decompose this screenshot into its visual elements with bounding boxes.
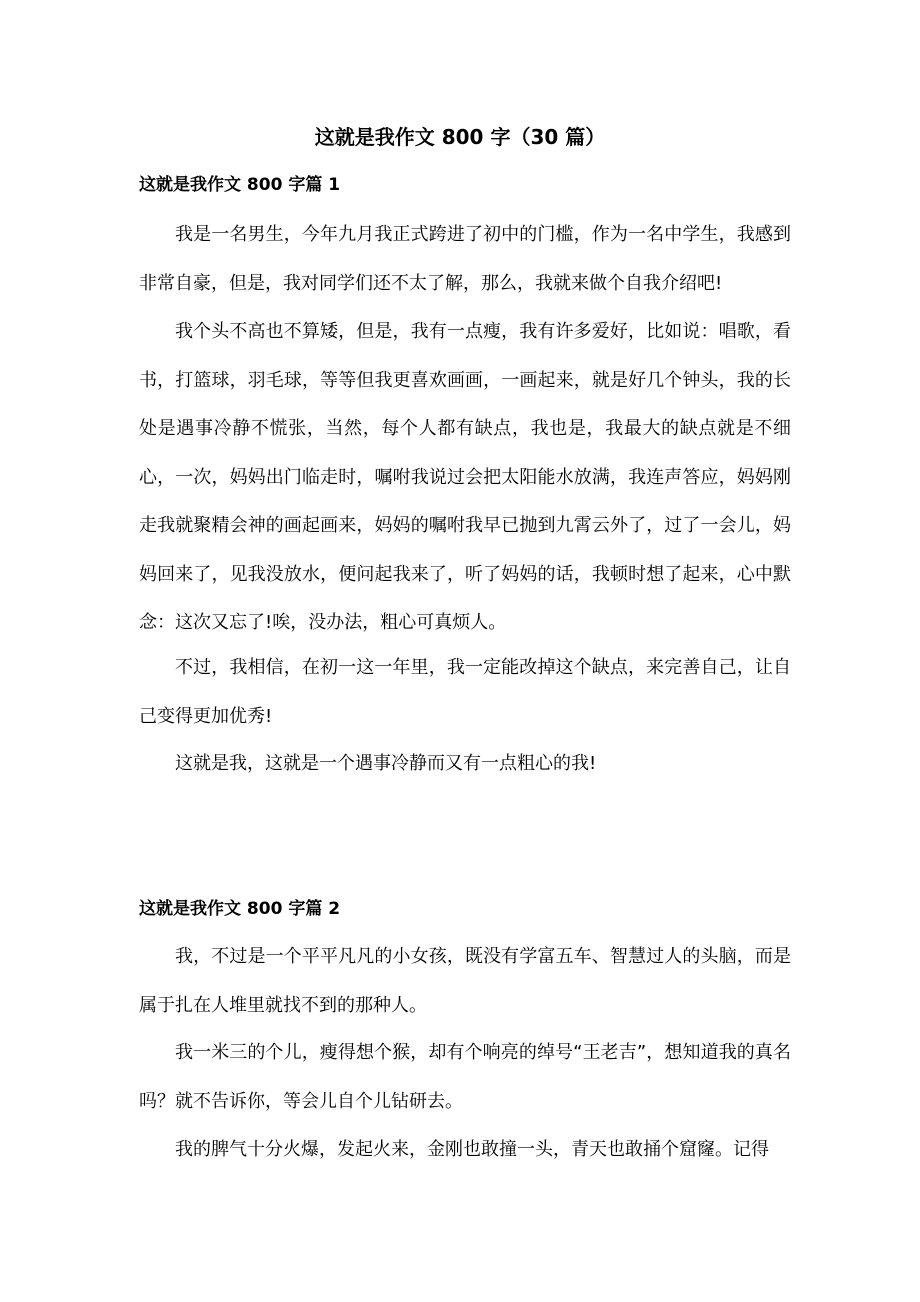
section-1-paragraph-3: 不过，我相信，在初一这一年里，我一定能改掉这个缺点，来完善自己，让自己变得更加优秀! [139, 657, 791, 727]
section-1-paragraph-1: 我是一名男生，今年九月我正式跨进了初中的门槛，作为一名中学生，我感到非常自豪，但是，我对同学们还不太了解，那么，我就来做个自我介绍吧! [139, 224, 791, 294]
section-2-paragraph-3: 我的脾气十分火爆，发起火来，金刚也敢撞一头，青天也敢捅个窟窿。记得 [175, 1139, 769, 1160]
section-heading-2: 这就是我作文 800 字篇 2 [139, 899, 341, 919]
section-1-paragraph-4: 这就是我，这就是一个遇事冷静而又有一点粗心的我! [175, 753, 597, 774]
section-2-paragraph-1: 我，不过是一个平平凡凡的小女孩，既没有学富五车、智慧过人的头脑，而是属于扎在人堆里就找不到的那种人。 [139, 946, 791, 1016]
section-heading-1: 这就是我作文 800 字篇 1 [139, 175, 341, 195]
section-2-paragraph-2: 我一米三的个儿，瘦得想个猴，却有个响亮的绰号“王老吉”，想知道我的真名吗？就不告诉你，等会儿自个儿钻研去。 [139, 1042, 791, 1112]
section-1-paragraph-2: 我个头不高也不算矮，但是，我有一点瘦，我有许多爱好，比如说：唱歌，看书，打篮球，羽毛球，等等但我更喜欢画画，一画起来，就是好几个钟头，我的长处是遇事冷静不慌张，当然，每个人都有缺点，我也是，我最大的缺点就是不细心，一次，妈妈出门临走时，嘱咐我说过会把太阳能水放满，我连声答应，妈妈刚走我就聚精会神的画起画来，妈妈的嘱咐我早已抛到九霄云外了，过了一会儿，妈妈回来了，见我没放水，便问起我来了，听了妈妈的话，我顿时想了起来，心中默念：这次又忘了!唉，没办法，粗心可真烦人。 [139, 321, 791, 633]
page-title: 这就是我作文 800 字（30 篇） [314, 125, 606, 149]
